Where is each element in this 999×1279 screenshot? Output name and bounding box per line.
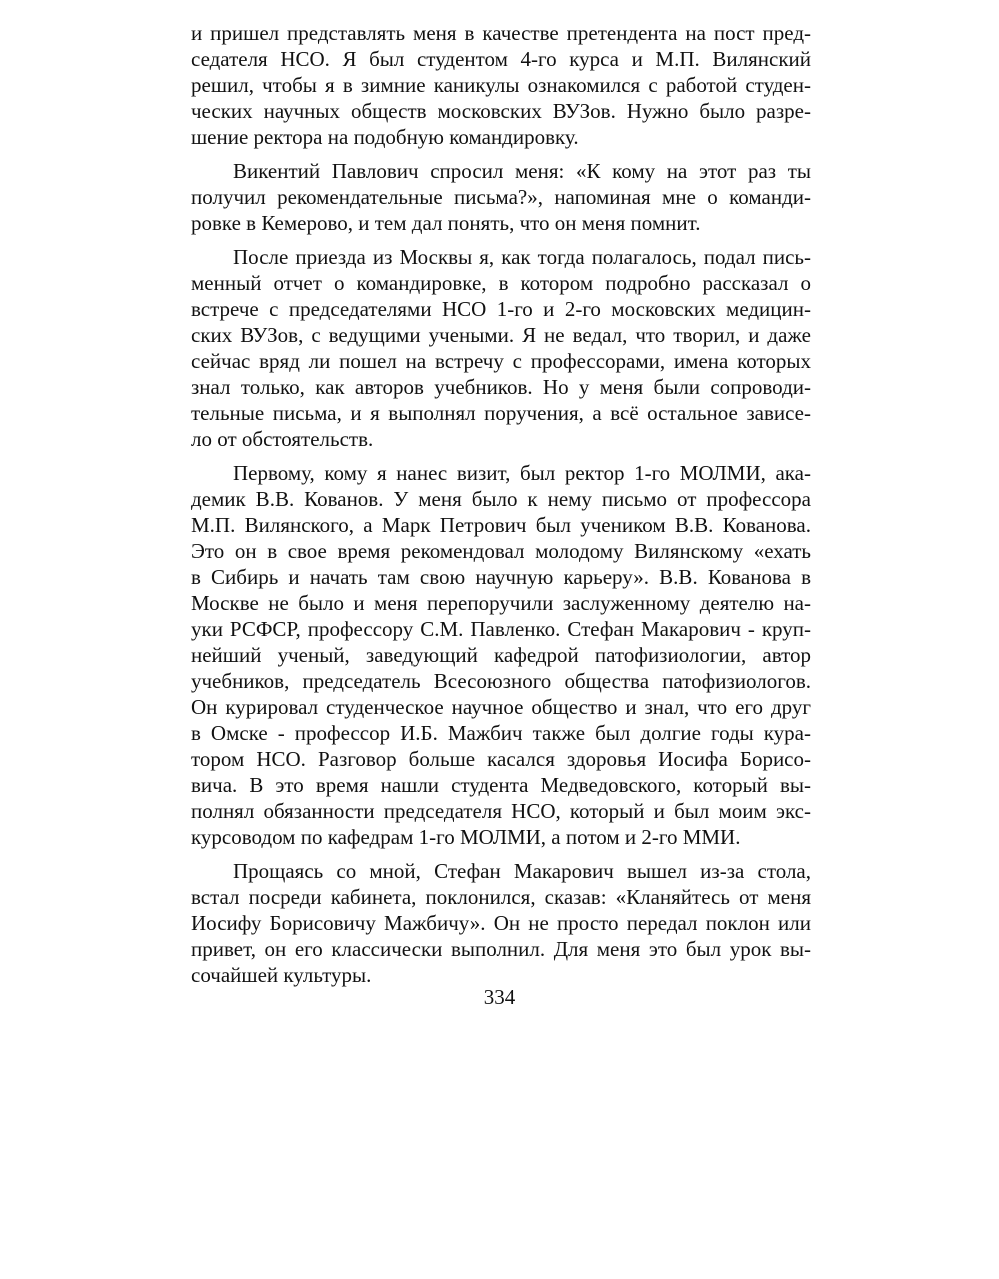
text-line: Викентий Павлович спросил меня: «К кому на этот раз ты xyxy=(233,159,811,183)
paragraph xyxy=(191,20,811,150)
text-line: Он курировал студенческое научное общество и знал, что его друг xyxy=(191,695,811,719)
text-line: демик В.В. Кованов. У меня было к нему письмо от профессора xyxy=(191,487,811,511)
text-line: встал посреди кабинета, поклонился, сказав: «Кланяйтесь от меня xyxy=(191,885,811,909)
text-line: полнял обязанности председателя НСО, который и был моим экс- xyxy=(191,799,811,823)
text-line: сейчас вряд ли пошел на встречу с профессорами, имена которых xyxy=(191,349,811,373)
text-line: тором НСО. Разговор больше касался здоровья Иосифа Борисо- xyxy=(191,747,811,771)
text-line: тельные письма, и я выполнял поручения, а всё остальное зависе- xyxy=(191,401,811,425)
text-line: встрече с председателями НСО 1-го и 2-го московских медицин- xyxy=(191,297,811,321)
text-line: в Сибирь и начать там свою научную карьеру». В.В. Кованова в xyxy=(191,565,811,589)
paragraph xyxy=(191,858,811,988)
text-line: нейший ученый, заведующий кафедрой патофизиологии, автор xyxy=(191,643,811,667)
text-line: После приезда из Москвы я, как тогда полагалось, подал пись- xyxy=(233,245,811,269)
page-number: 334 xyxy=(483,985,516,1009)
text-line: в Омске - профессор И.Б. Мажбич также был долгие годы кура- xyxy=(191,721,811,745)
text-line: ло от обстоятельств. xyxy=(191,427,374,451)
paragraph xyxy=(191,460,811,850)
text-line: уки РСФСР, профессору С.М. Павленко. Стефан Макарович - круп- xyxy=(191,617,811,641)
text-line: курсоводом по кафедрам 1-го МОЛМИ, а потом и 2-го ММИ. xyxy=(191,825,741,849)
text-line: решил, чтобы я в зимние каникулы ознакомился с работой студен- xyxy=(191,73,811,97)
text-line: ческих научных обществ московских ВУЗов. Нужно было разре- xyxy=(191,99,811,123)
text-line: М.П. Вилянского, а Марк Петрович был учеником В.В. Кованова. xyxy=(191,513,811,537)
text-line: Иосифу Борисовичу Мажбичу». Он не просто передал поклон или xyxy=(191,911,811,935)
text-line: Это он в свое время рекомендовал молодому Вилянскому «ехать xyxy=(191,539,811,563)
text-line: Прощаясь со мной, Стефан Макарович вышел из-за стола, xyxy=(233,859,811,883)
text-line: ских ВУЗов, с ведущими учеными. Я не ведал, что творил, и даже xyxy=(191,323,811,347)
text-line: ровке в Кемерово, и тем дал понять, что он меня помнит. xyxy=(191,211,701,235)
body-text xyxy=(191,20,811,988)
paragraph xyxy=(191,158,811,236)
text-line: и пришел представлять меня в качестве претендента на пост пред- xyxy=(191,21,811,45)
text-line: сочайшей культуры. xyxy=(191,963,372,987)
text-line: Москве не было и меня перепоручили заслуженному деятелю на- xyxy=(191,591,811,615)
text-line: менный отчет о командировке, в котором подробно рассказал о xyxy=(191,271,811,295)
text-line: седателя НСО. Я был студентом 4-го курса и М.П. Вилянский xyxy=(191,47,811,71)
text-line: Первому, кому я нанес визит, был ректор 1-го МОЛМИ, ака- xyxy=(233,461,811,485)
text-line: привет, он его классически выполнил. Для меня это был урок вы- xyxy=(191,937,811,961)
text-line: знал только, как авторов учебников. Но у меня были сопроводи- xyxy=(191,375,811,399)
paragraph xyxy=(191,244,811,452)
text-line: получил рекомендательные письма?», напоминая мне о команди- xyxy=(191,185,811,209)
text-line: вича. В это время нашли студента Медведовского, который вы- xyxy=(191,773,811,797)
text-line: учебников, председатель Всесоюзного общества патофизиологов. xyxy=(191,669,811,693)
text-line: шение ректора на подобную командировку. xyxy=(191,125,579,149)
